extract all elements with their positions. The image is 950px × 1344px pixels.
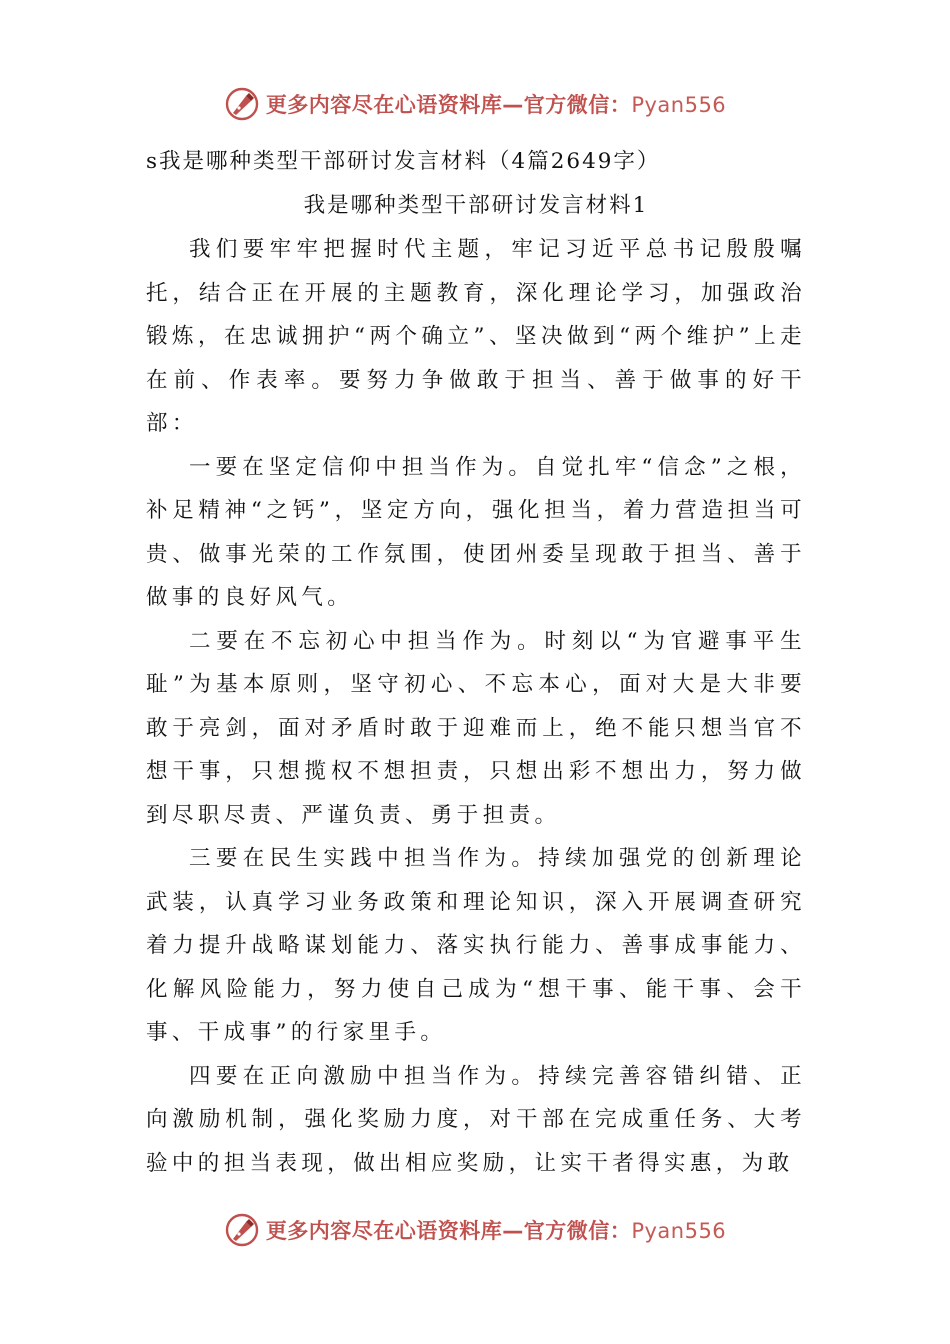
pen-nib-logo-icon: [224, 1212, 260, 1248]
footer-watermark-banner: [0, 1208, 950, 1252]
paragraph-point-4: 四要在正向激励中担当作为。持续完善容错纠错、正向激励机制，强化奖励力度，对干部在完成重任务、大考验中的担当表现，做出相应奖励，让实干者得实惠，为敢: [146, 1063, 806, 1176]
document-body: [146, 140, 806, 1185]
paragraph-intro: 我们要牢牢把握时代主题，牢记习近平总书记殷殷嘱托，结合正在开展的主题教育，深化理论学习，加强政治锻炼，在忠诚拥护“两个确立”、坚决做到“两个维护”上走在前、作表率。要努力争做敢于担当、善于做事的好干部：: [146, 237, 806, 436]
paragraph-point-3: 三要在民生实践中担当作为。持续加强党的创新理论武装，认真学习业务政策和理论知识，深入开展调查研究着力提升战略谋划能力、落实执行能力、善事成事能力、化解风险能力，努力使自己成为“想干事、能干事、会干事、干成事”的行家里手。: [146, 846, 806, 1045]
document-subtitle: 我是哪种类型干部研讨发言材料1: [303, 193, 649, 218]
paragraph-point-1: 一要在坚定信仰中担当作为。自觉扎牢“信念”之根，补足精神“之钙”，坚定方向，强化担当，着力营造担当可贵、做事光荣的工作氛围，使团州委呈现敢于担当、善于做事的良好风气。: [146, 454, 806, 610]
watermark-text: 更多内容尽在心语资料库—官方微信：Pyan556: [265, 93, 727, 117]
document-title: s我是哪种类型干部研讨发言材料（4篇2649字）: [146, 149, 661, 174]
header-watermark-banner: [0, 82, 950, 126]
pen-nib-logo-icon: [224, 86, 260, 122]
paragraph-point-2: 二要在不忘初心中担当作为。时刻以“为官避事平生耻”为基本原则，坚守初心、不忘本心，面对大是大非要敢于亮剑，面对矛盾时敢于迎难而上，绝不能只想当官不想干事，只想揽权不想担责，只想出彩不想出力，努力做到尽职尽责、严谨负责、勇于担责。: [146, 628, 806, 828]
watermark-text: 更多内容尽在心语资料库—官方微信：Pyan556: [265, 1219, 727, 1243]
